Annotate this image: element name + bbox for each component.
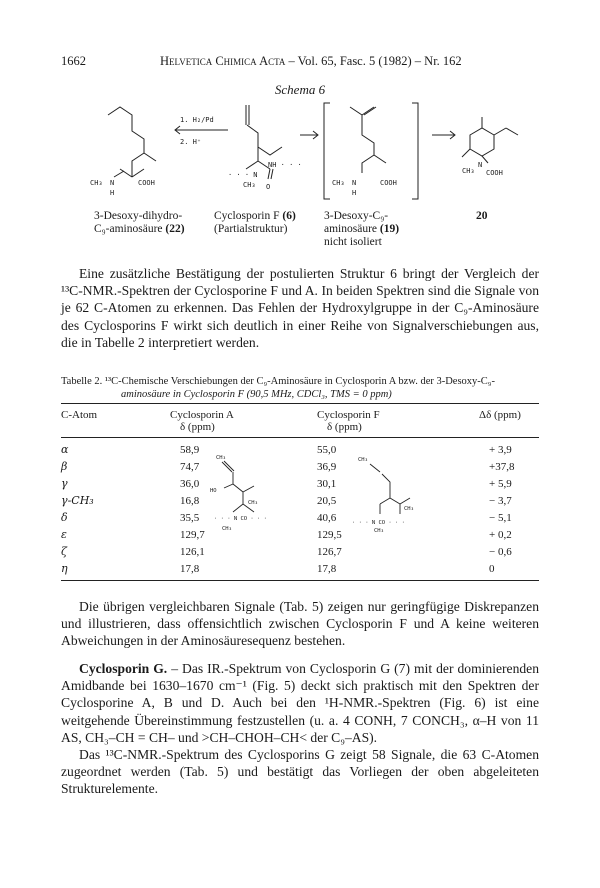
section-heading: Cyclosporin G. <box>79 661 168 676</box>
reaction-scheme <box>0 95 600 205</box>
row-atom: ζ <box>61 545 67 558</box>
caption-19: 3-Desoxy-C₉- aminosäure (19) nicht isoliert <box>324 210 400 248</box>
label-o-6: O <box>266 183 271 191</box>
row-a-value: 35,5 <box>180 512 200 524</box>
tbl-f-n: · · · N CO · · · <box>352 520 405 526</box>
header-cyclosporin-f: Cyclosporin F <box>317 409 380 421</box>
caption-6: Cyclosporin F (6) (Partialstruktur) <box>214 210 296 235</box>
label-ch3-22: CH₃ <box>90 179 103 187</box>
structure-20 <box>462 117 518 163</box>
label-dots-n-6: · · · N <box>228 171 258 179</box>
label-ch3-19: CH₃ <box>332 179 345 187</box>
row-f-value: 36,9 <box>317 461 337 473</box>
row-f-value: 126,7 <box>317 546 342 558</box>
table-structure-f <box>352 452 422 532</box>
tbl-a-ch3: CH₃ <box>216 455 226 461</box>
label-ch3-6: CH₃ <box>243 181 256 189</box>
schema-title: Schema 6 <box>274 82 326 97</box>
tbl-f-ch3c: CH₃ <box>374 528 384 532</box>
header-cyclosporin-a: Cyclosporin A <box>170 409 234 421</box>
caption-22: 3-Desoxy-dihydro- C₉-aminosäure (22) <box>94 210 185 235</box>
row-a-value: 126,1 <box>180 546 205 558</box>
row-atom: γ <box>61 477 68 490</box>
reagent-line-2: 2. H⁺ <box>180 138 202 146</box>
row-delta-value: − 5,1 <box>489 512 512 524</box>
tbl-f-ch3b: CH₃ <box>404 506 414 512</box>
row-atom: δ <box>61 511 68 524</box>
row-f-value: 40,6 <box>317 512 337 524</box>
tbl-a-n: · · · N CO · · · <box>214 516 267 522</box>
table-bottom-rule <box>61 580 539 581</box>
row-delta-value: − 0,6 <box>489 546 512 558</box>
section-text-2: Das ¹³C-NMR.-Spektrum des Cyclosporins G zeigt 58 Signale, die 63 C-Atomen zugeordnet werden (Tab. 5) und bestätigt das Vorliegen der oben abgeleiteten Strukturelemente. <box>61 747 539 797</box>
row-a-value: 17,8 <box>180 563 200 575</box>
paragraph-1: Eine zusätzliche Bestätigung der postulierten Struktur 6 bringt der Vergleich der ¹³C-NMR.-Spektren der Cyclosporine F und A. In beiden Spektren sind die Signale von je 62 C-Atomen zu erkennen. Das Fehlen der Hydroxylgruppe in der C₉-Aminosäure des Cyclosporins F wirkt sich deutlich in einer Reihe von Signalverschiebungen aus, die in Tabelle 2 interpretiert werden. <box>61 266 539 350</box>
structure-22 <box>108 107 156 177</box>
header-delta-delta: Δδ (ppm) <box>479 409 521 421</box>
row-f-value: 20,5 <box>317 495 337 507</box>
row-atom: γ-CH₃ <box>61 494 94 507</box>
label-n-20: N <box>478 161 483 169</box>
row-a-value: 36,0 <box>180 478 200 490</box>
header-delta-f: δ (ppm) <box>327 421 362 433</box>
row-delta-value: − 3,7 <box>489 495 512 507</box>
row-delta-value: + 5,9 <box>489 478 512 490</box>
structure-19 <box>350 107 386 173</box>
row-atom: β <box>61 460 68 473</box>
journal-issue: – Vol. 65, Fasc. 5 (1982) – Nr. 162 <box>285 54 462 68</box>
section-text-1: – Das IR.-Spektrum von Cyclosporin G (7) mit der dominierenden Amidbande bei 1630–1670 cm⁻¹ (Fig. 5) deckt sich praktisch mit den Spektren der Cyclosporine A, B und D. Auch bei den ¹H-NMR.-Spektren (Fig. 6) ist eine weitgehende Übereinstimmung festzustellen (u. a. 4 CONH, 7 CONCH₃, α–H von 11 AS, CH₃–CH = CH– und >CH–CHOH–CH< der C₉–AS). <box>61 661 540 745</box>
section-cyclosporin-g <box>61 660 539 798</box>
tbl-f-ch3: CH₃ <box>358 457 368 463</box>
row-f-value: 55,0 <box>317 444 337 456</box>
table-structure-a <box>210 452 270 532</box>
label-n-22: N <box>110 179 115 187</box>
reagent-line-1: 1. H₂/Pd <box>180 116 214 124</box>
row-a-value: 129,7 <box>180 529 205 541</box>
header-c-atom: C-Atom <box>61 409 98 421</box>
table-caption: Tabelle 2. ¹³C-Chemische Verschiebungen der C₉-Aminosäure in Cyclosporin A bzw. der 3-Desoxy-C₉- aminosäure in Cyclosporin F (90,5 MHz, CDCl₃, TMS = 0 ppm) <box>61 376 495 400</box>
table-top-rule <box>61 403 539 404</box>
caption-20: 20 <box>476 210 488 222</box>
label-cooh-19: COOH <box>380 179 397 187</box>
label-h-22: H <box>110 189 115 197</box>
row-atom: ε <box>61 528 67 541</box>
label-ch3-20: CH₃ <box>462 167 475 175</box>
tbl-a-ho: HO <box>210 488 217 494</box>
row-f-value: 17,8 <box>317 563 337 575</box>
label-nh-6: NH · · · <box>268 161 302 169</box>
tbl-a-ch3b: CH₃ <box>248 500 258 506</box>
page-number: 1662 <box>61 54 86 68</box>
row-f-value: 30,1 <box>317 478 337 490</box>
label-cooh-20: COOH <box>486 169 503 177</box>
row-a-value: 16,8 <box>180 495 200 507</box>
row-atom: α <box>61 443 69 456</box>
paragraph-2: Die übrigen vergleichbaren Signale (Tab. 5) zeigen nur geringfügige Diskrepanzen und illustrieren, dass offensichtlich zwischen Cyclosporin F und A keine weiteren Abweichungen in der Aminosäuresequenz bestehen. <box>61 599 539 649</box>
journal-name: Helvetica Chimica Acta <box>160 54 286 68</box>
row-a-value: 74,7 <box>180 461 200 473</box>
row-atom: η <box>61 562 68 575</box>
label-n-19: N <box>352 179 357 187</box>
row-f-value: 129,5 <box>317 529 342 541</box>
row-delta-value: 0 <box>489 563 495 575</box>
label-cooh-22: COOH <box>138 179 155 187</box>
table-header-rule <box>61 437 539 438</box>
row-a-value: 58,9 <box>180 444 200 456</box>
row-delta-value: + 3,9 <box>489 444 512 456</box>
tbl-a-ch3c: CH₃ <box>222 526 232 532</box>
header-delta-a: δ (ppm) <box>180 421 215 433</box>
running-header <box>160 54 462 69</box>
row-delta-value: +37,8 <box>489 461 515 473</box>
row-delta-value: + 0,2 <box>489 529 512 541</box>
label-h-19: H <box>352 189 357 197</box>
